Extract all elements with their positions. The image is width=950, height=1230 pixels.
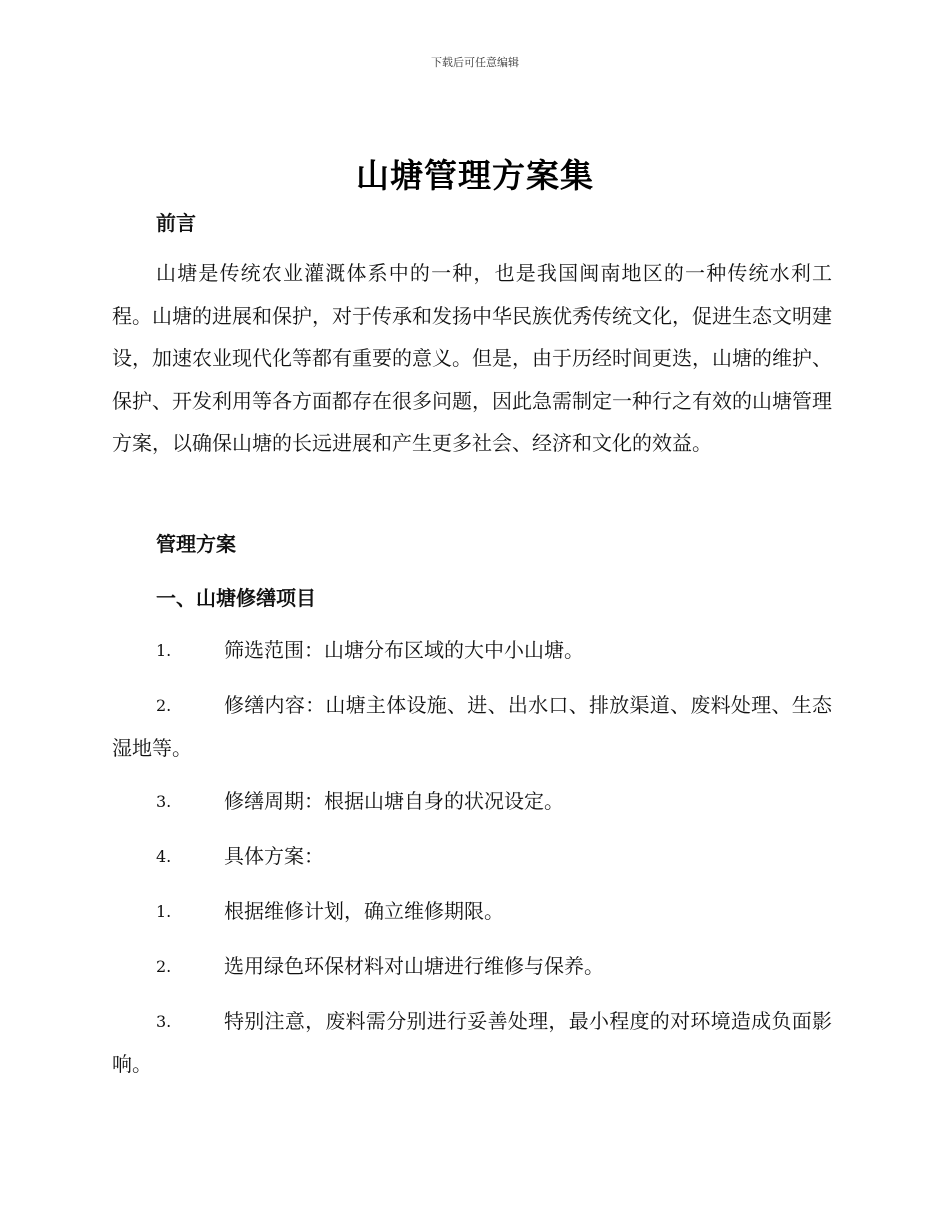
header-note: 下载后可任意编辑 [431,56,519,69]
sub-list-item [112,945,832,988]
sub-list-item-text: 特别注意，废料需分别进行妥善处理，最小程度的对环境造成负面影响。 [112,1009,832,1076]
sub-list-item [112,890,832,933]
list-item-text: 具体方案： [224,844,324,868]
sub-list-item-text: 选用绿色环保材料对山塘进行维修与保养。 [224,954,604,978]
sub-list-item-number: 2. [156,957,172,976]
list-item [112,684,832,770]
list-item-number: 2. [156,696,172,715]
sub-list-item-text: 根据维修计划，确立维修期限。 [224,899,504,923]
sub-list-item-number: 3. [156,1012,172,1031]
preface-heading: 前言 [156,211,196,235]
preface-paragraph: 山塘是传统农业灌溉体系中的一种，也是我国闽南地区的一种传统水利工程。山塘的进展和保护，对于传承和发扬中华民族优秀传统文化，促进生态文明建设，加速农业现代化等都有重要的意义。但是，由于历经时间更迭，山塘的维护、保护、开发利用等各方面都存在很多问题，因此急需制定一种行之有效的山塘管理方案，以确保山塘的长远进展和产生更多社会、经济和文化的效益。 [112,261,832,455]
list-item-number: 3. [156,792,172,811]
list-item-number: 4. [156,847,172,866]
list-item-number: 1. [156,641,172,660]
part1-heading: 一、山塘修缮项目 [156,586,316,610]
document-title: 山塘管理方案集 [356,156,594,195]
list-item [112,629,832,672]
list-item [112,780,832,823]
sub-list-item-number: 1. [156,902,172,921]
list-item-text: 修缮内容：山塘主体设施、进、出水口、排放渠道、废料处理、生态湿地等。 [112,693,832,760]
list-item-text: 筛选范围：山塘分布区域的大中小山塘。 [224,638,584,662]
plan-heading: 管理方案 [156,532,236,556]
list-item [112,835,832,878]
sub-list-item [112,1000,832,1086]
list-item-text: 修缮周期：根据山塘自身的状况设定。 [224,789,564,813]
